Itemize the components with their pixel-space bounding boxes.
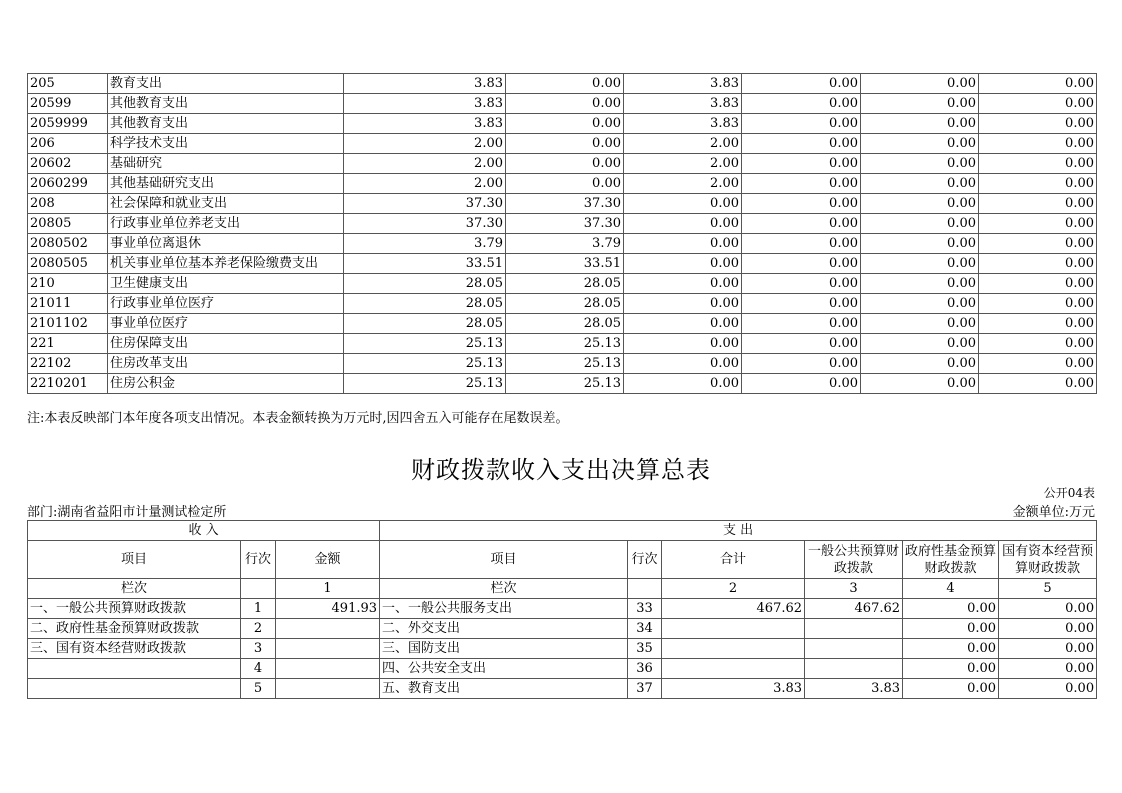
row-value-4: 0.00 [742,154,861,174]
expense-gov-fund: 0.00 [903,599,999,619]
total-header: 合计 [662,541,805,579]
expense-total [662,639,805,659]
row-value-6: 0.00 [979,74,1097,94]
expense-total [662,619,805,639]
income-amount-header: 金额 [276,541,380,579]
income-row-no: 3 [241,639,276,659]
table-row [28,374,1097,394]
row-value-5: 0.00 [861,314,979,334]
row-value-3: 0.00 [624,354,742,374]
expense-state-capital: 0.00 [999,659,1097,679]
table-row [28,114,1097,134]
table-row [28,274,1097,294]
expense-general-budget: 3.83 [805,679,903,699]
row-value-2: 28.05 [506,274,624,294]
table-row [28,154,1097,174]
row-value-1: 3.79 [344,234,506,254]
income-amount [276,679,380,699]
row-value-3: 0.00 [624,194,742,214]
row-value-5: 0.00 [861,94,979,114]
row-value-5: 0.00 [861,134,979,154]
row-value-3: 0.00 [624,314,742,334]
expense-general-budget [805,659,903,679]
row-value-1: 2.00 [344,174,506,194]
row-value-6: 0.00 [979,314,1097,334]
income-item [28,679,241,699]
header-row-columns [28,541,1097,579]
row-value-5: 0.00 [861,74,979,94]
table-row [28,174,1097,194]
row-code: 2101102 [28,314,108,334]
row-value-6: 0.00 [979,174,1097,194]
row-code: 20805 [28,214,108,234]
row-value-5: 0.00 [861,374,979,394]
row-value-6: 0.00 [979,374,1097,394]
income-amount [276,639,380,659]
row-name: 科学技术支出 [108,134,344,154]
expense-state-capital: 0.00 [999,599,1097,619]
row-name: 事业单位医疗 [108,314,344,334]
col-index-3: 3 [805,579,903,599]
row-value-3: 0.00 [624,254,742,274]
row-value-1: 25.13 [344,354,506,374]
row-value-1: 37.30 [344,194,506,214]
row-value-4: 0.00 [742,354,861,374]
row-value-6: 0.00 [979,274,1097,294]
col-index-1: 1 [276,579,380,599]
state-capital-header: 国有资本经营预算财政拨款 [999,541,1097,579]
row-name: 其他基础研究支出 [108,174,344,194]
row-name: 其他教育支出 [108,114,344,134]
income-amount [276,659,380,679]
page-title: 财政拨款收入支出决算总表 [411,456,711,484]
row-value-3: 2.00 [624,154,742,174]
row-value-5: 0.00 [861,114,979,134]
row-name: 住房公积金 [108,374,344,394]
expense-item: 一、一般公共服务支出 [380,599,628,619]
expense-gov-fund: 0.00 [903,619,999,639]
row-value-4: 0.00 [742,254,861,274]
row-value-1: 28.05 [344,274,506,294]
row-value-5: 0.00 [861,254,979,274]
expense-row-no: 34 [628,619,662,639]
row-code: 20599 [28,94,108,114]
expense-general-budget [805,639,903,659]
row-value-5: 0.00 [861,214,979,234]
row-value-2: 25.13 [506,354,624,374]
row-code: 205 [28,74,108,94]
table-row [28,214,1097,234]
row-value-4: 0.00 [742,374,861,394]
row-value-2: 37.30 [506,194,624,214]
row-name: 住房改革支出 [108,354,344,374]
general-budget-header: 一般公共预算财政拨款 [805,541,903,579]
row-value-2: 0.00 [506,134,624,154]
row-value-4: 0.00 [742,134,861,154]
col-label-income: 栏次 [28,579,241,599]
row-value-5: 0.00 [861,194,979,214]
form-code: 公开04表 [1043,486,1095,500]
row-value-1: 25.13 [344,334,506,354]
row-value-5: 0.00 [861,234,979,254]
expense-total: 3.83 [662,679,805,699]
row-value-2: 0.00 [506,94,624,114]
table-row [28,194,1097,214]
income-item: 三、国有资本经营财政拨款 [28,639,241,659]
row-value-1: 3.83 [344,94,506,114]
table-row [28,254,1097,274]
col-label-expense: 栏次 [380,579,628,599]
gov-fund-header: 政府性基金预算财政拨款 [903,541,999,579]
table-row [28,639,1097,659]
row-value-6: 0.00 [979,334,1097,354]
row-value-3: 3.83 [624,94,742,114]
row-value-3: 3.83 [624,74,742,94]
row-value-1: 3.83 [344,74,506,94]
row-code: 21011 [28,294,108,314]
income-item: 一、一般公共预算财政拨款 [28,599,241,619]
row-value-3: 0.00 [624,274,742,294]
row-value-3: 0.00 [624,374,742,394]
row-value-1: 28.05 [344,294,506,314]
expense-header: 支 出 [380,521,1097,541]
row-name: 机关事业单位基本养老保险缴费支出 [108,254,344,274]
col-index-4: 4 [903,579,999,599]
row-name: 社会保障和就业支出 [108,194,344,214]
row-name: 卫生健康支出 [108,274,344,294]
row-code: 2059999 [28,114,108,134]
row-name: 住房保障支出 [108,334,344,354]
table-row [28,599,1097,619]
expense-row-no: 35 [628,639,662,659]
row-value-4: 0.00 [742,314,861,334]
row-value-4: 0.00 [742,114,861,134]
expense-item: 二、外交支出 [380,619,628,639]
table-row [28,334,1097,354]
row-value-3: 3.83 [624,114,742,134]
fiscal-summary-table [27,520,1097,699]
row-value-1: 33.51 [344,254,506,274]
table-row [28,679,1097,699]
row-value-5: 0.00 [861,354,979,374]
income-item: 二、政府性基金预算财政拨款 [28,619,241,639]
income-row-no: 5 [241,679,276,699]
income-item-header: 项目 [28,541,241,579]
row-value-2: 0.00 [506,74,624,94]
header-row-sections [28,521,1097,541]
row-value-4: 0.00 [742,234,861,254]
row-value-5: 0.00 [861,154,979,174]
table-row [28,94,1097,114]
row-code: 2210201 [28,374,108,394]
row-name: 其他教育支出 [108,94,344,114]
row-value-4: 0.00 [742,334,861,354]
row-value-2: 25.13 [506,334,624,354]
row-name: 教育支出 [108,74,344,94]
row-value-3: 2.00 [624,134,742,154]
row-value-4: 0.00 [742,214,861,234]
expense-item: 三、国防支出 [380,639,628,659]
row-code: 221 [28,334,108,354]
expense-gov-fund: 0.00 [903,639,999,659]
expense-gov-fund: 0.00 [903,659,999,679]
row-name: 事业单位离退休 [108,234,344,254]
expense-total: 467.62 [662,599,805,619]
row-value-6: 0.00 [979,94,1097,114]
row-value-2: 0.00 [506,114,624,134]
row-value-5: 0.00 [861,334,979,354]
row-value-2: 0.00 [506,174,624,194]
income-row-no: 4 [241,659,276,679]
expense-total [662,659,805,679]
row-value-6: 0.00 [979,354,1097,374]
table-row [28,294,1097,314]
expense-item: 四、公共安全支出 [380,659,628,679]
expense-state-capital: 0.00 [999,679,1097,699]
income-rowno-header: 行次 [241,541,276,579]
row-value-2: 28.05 [506,314,624,334]
row-code: 210 [28,274,108,294]
row-value-4: 0.00 [742,94,861,114]
row-code: 20602 [28,154,108,174]
expense-gov-fund: 0.00 [903,679,999,699]
table-row [28,314,1097,334]
table-note: 注:本表反映部门本年度各项支出情况。本表金额转换为万元时,因四舍五入可能存在尾数误差。 [27,411,569,426]
row-value-4: 0.00 [742,174,861,194]
table-row [28,234,1097,254]
row-value-5: 0.00 [861,294,979,314]
row-value-6: 0.00 [979,294,1097,314]
income-amount: 491.93 [276,599,380,619]
table-row [28,134,1097,154]
row-value-1: 2.00 [344,134,506,154]
row-value-1: 28.05 [344,314,506,334]
row-value-3: 0.00 [624,294,742,314]
expense-row-no: 33 [628,599,662,619]
expense-state-capital: 0.00 [999,619,1097,639]
row-value-1: 37.30 [344,214,506,234]
row-value-5: 0.00 [861,274,979,294]
col-index-empty [241,579,276,599]
expense-state-capital: 0.00 [999,639,1097,659]
row-value-4: 0.00 [742,74,861,94]
row-value-4: 0.00 [742,274,861,294]
row-name: 基础研究 [108,154,344,174]
row-value-2: 28.05 [506,294,624,314]
row-value-1: 2.00 [344,154,506,174]
table-row [28,74,1097,94]
row-code: 206 [28,134,108,154]
expense-row-no: 37 [628,679,662,699]
expense-rowno-header: 行次 [628,541,662,579]
unit-label: 金额单位:万元 [1012,505,1095,520]
row-value-6: 0.00 [979,154,1097,174]
table-row [28,659,1097,679]
row-value-6: 0.00 [979,234,1097,254]
row-code: 2080502 [28,234,108,254]
row-value-6: 0.00 [979,214,1097,234]
row-value-2: 0.00 [506,154,624,174]
row-code: 2060299 [28,174,108,194]
row-value-6: 0.00 [979,134,1097,154]
column-index-row [28,579,1097,599]
row-value-6: 0.00 [979,194,1097,214]
row-name: 行政事业单位养老支出 [108,214,344,234]
row-value-4: 0.00 [742,294,861,314]
row-value-3: 0.00 [624,334,742,354]
expense-item: 五、教育支出 [380,679,628,699]
income-row-no: 1 [241,599,276,619]
expense-item-header: 项目 [380,541,628,579]
row-code: 22102 [28,354,108,374]
row-value-6: 0.00 [979,114,1097,134]
row-value-3: 0.00 [624,234,742,254]
expense-detail-table [27,73,1097,394]
row-code: 208 [28,194,108,214]
col-index-empty [628,579,662,599]
col-index-2: 2 [662,579,805,599]
row-value-2: 3.79 [506,234,624,254]
table-row [28,354,1097,374]
row-value-1: 3.83 [344,114,506,134]
row-value-3: 0.00 [624,214,742,234]
row-name: 行政事业单位医疗 [108,294,344,314]
expense-general-budget [805,619,903,639]
row-value-2: 37.30 [506,214,624,234]
row-value-2: 33.51 [506,254,624,274]
income-header: 收 入 [28,521,380,541]
row-value-3: 2.00 [624,174,742,194]
row-code: 2080505 [28,254,108,274]
row-value-1: 25.13 [344,374,506,394]
col-index-5: 5 [999,579,1097,599]
expense-row-no: 36 [628,659,662,679]
row-value-4: 0.00 [742,194,861,214]
table-row [28,619,1097,639]
row-value-2: 25.13 [506,374,624,394]
income-item [28,659,241,679]
income-row-no: 2 [241,619,276,639]
expense-general-budget: 467.62 [805,599,903,619]
department-label: 部门:湖南省益阳市计量测试检定所 [27,505,227,520]
income-amount [276,619,380,639]
row-value-5: 0.00 [861,174,979,194]
row-value-6: 0.00 [979,254,1097,274]
